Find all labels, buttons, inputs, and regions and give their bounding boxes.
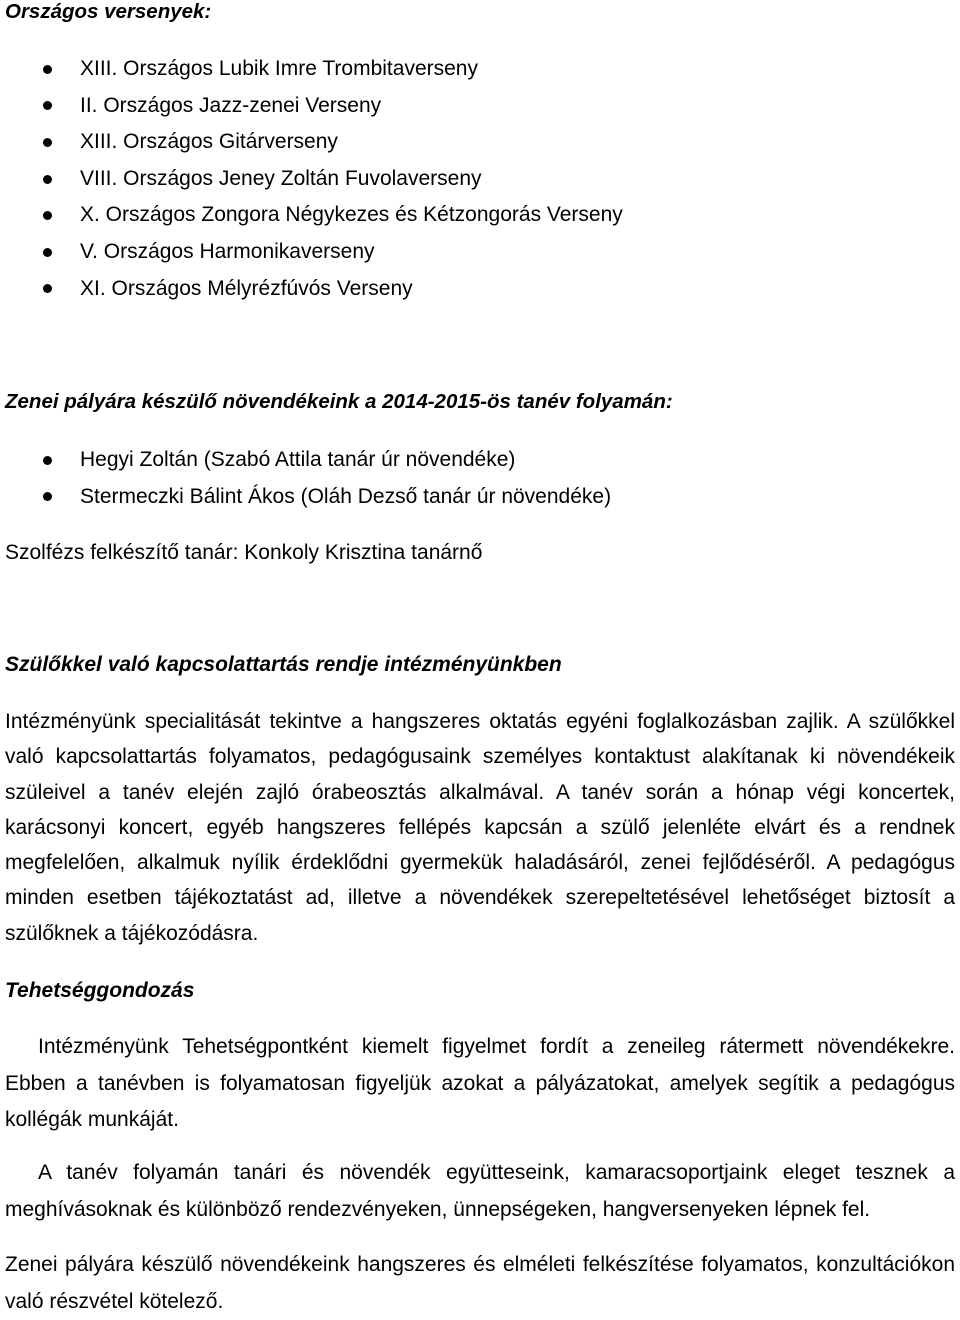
list-item: XIII. Országos Gitárverseny [0,124,623,161]
talent-care-heading: Tehetséggondozás [5,979,195,1002]
national-competitions-heading: Országos versenyek: [5,0,212,23]
bullet-icon [43,138,52,147]
bullet-icon [43,65,52,74]
list-item: V. Országos Harmonikaverseny [0,234,623,271]
parent-contact-heading: Szülőkkel való kapcsolattartás rendje intézményünkben [5,653,562,676]
music-career-list [0,442,611,515]
talent-care-paragraph-2: A tanév folyamán tanári és növendék együtteseink, kamaracsoportjaink eleget tesznek a meghívásoknak és különböző rendezvényeken, ünnepségeken, hangversenyeken lépnek fel. [5,1161,955,1221]
talent-care-paragraph-1: Intézményünk Tehetségpontként kiemelt figyelmet fordít a zeneileg rátermett növendékekre. Ebben a tanévben is folyamatosan figyeljük azokat a pályázatokat, amelyek segítik a pedagógus kollégák munkáját. [5,1035,955,1131]
list-item: VIII. Országos Jeney Zoltán Fuvolaverseny [0,161,623,198]
national-competitions-list [0,51,623,307]
parent-contact-paragraph: Intézményünk specialitását tekintve a hangszeres oktatás egyéni foglalkozásban zajlik. A szülőkkel való kapcsolattartás folyamatos, pedagógusaink személyes kontaktust alakítanak ki növendékeik szüleivel a tanév elején zajló órabeosztás alkalmával. A tanév során a hónap végi koncertek, karácsonyi koncert, egyéb hangszeres fellépés kapcsán a szülő jelenléte elvárt és a rendnek megfelelően, alkalmuk nyílik érdeklődni gyermekük haladásáról, zenei fejlődéséről. A pedagógus minden esetben tájékoztatást ad, illetve a növendékek szerepeltetésével lehetőséget biztosít a szülőknek a tájékozódásra. [5,710,955,945]
list-item: II. Országos Jazz-zenei Verseny [0,88,623,125]
bullet-icon [43,101,52,110]
list-item: XI. Országos Mélyrézfúvós Verseny [0,271,623,308]
list-item: XIII. Országos Lubik Imre Trombitaverseny [0,51,623,88]
bullet-icon [43,456,52,465]
talent-care-paragraph-3: Zenei pályára készülő növendékeink hangszeres és elméleti felkészítése folyamatos, konzultációkon való részvétel kötelező. [5,1253,955,1313]
bullet-icon [43,492,52,501]
bullet-icon [43,211,52,220]
list-item: Stermeczki Bálint Ákos (Oláh Dezső tanár úr növendéke) [0,479,611,516]
music-career-heading: Zenei pályára készülő növendékeink a 2014-2015-ös tanév folyamán: [5,390,673,413]
bullet-icon [43,248,52,257]
bullet-icon [43,175,52,184]
list-item: X. Országos Zongora Négykezes és Kétzongorás Verseny [0,197,623,234]
solfege-teacher-line: Szolfézs felkészítő tanár: Konkoly Krisztina tanárnő [5,541,483,564]
bullet-icon [43,284,52,293]
list-item: Hegyi Zoltán (Szabó Attila tanár úr növendéke) [0,442,611,479]
